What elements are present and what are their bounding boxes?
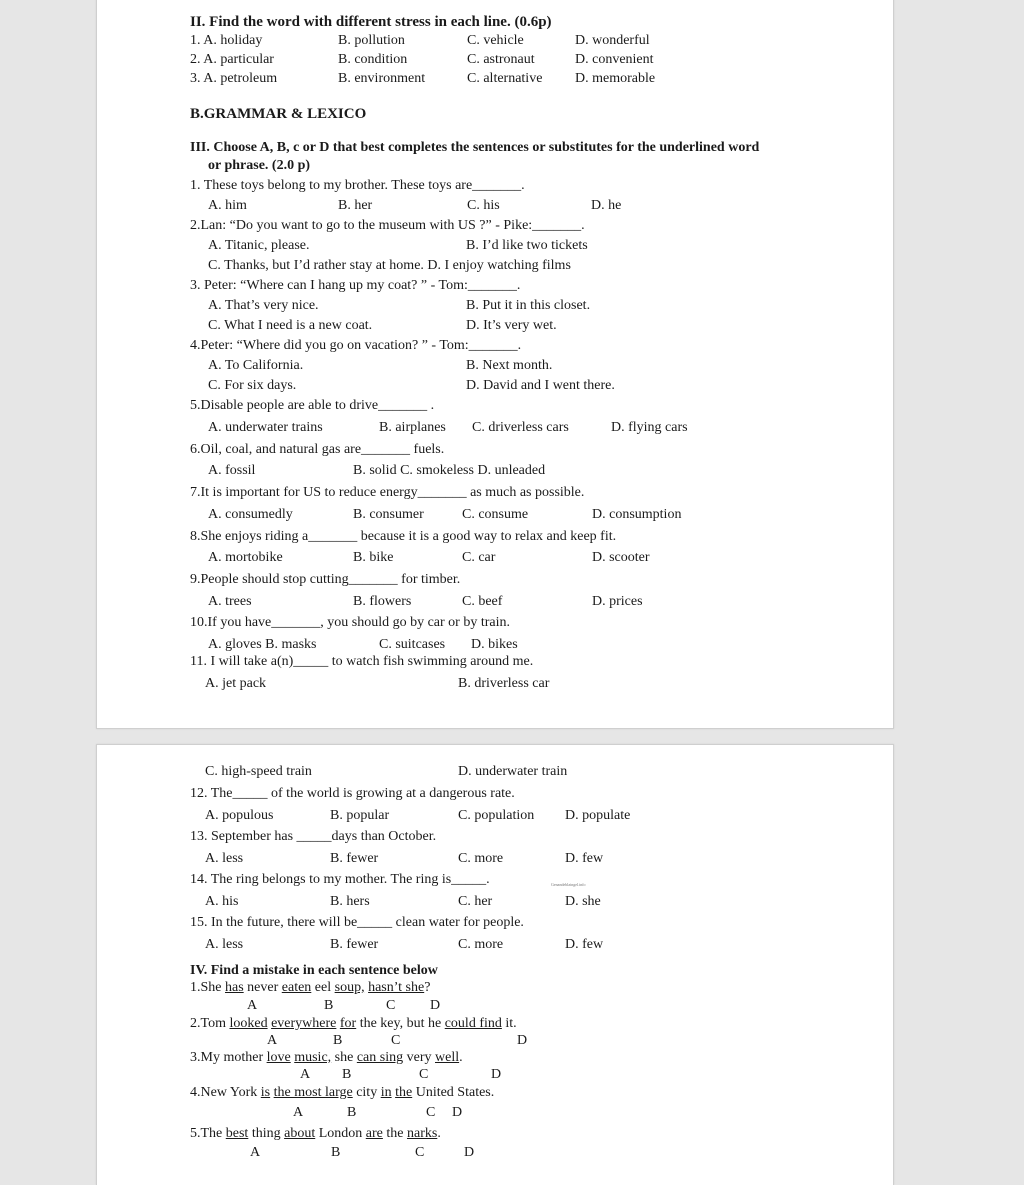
q7-stem: 7.It is important for US to reduce energy_______ as much as possible. (190, 485, 585, 500)
q14-option-d: D. she (565, 894, 601, 909)
q5-option-b: B. airplanes (379, 420, 446, 435)
q8-option-a: A. mortobike (208, 550, 283, 565)
s2-row3-d: D. memorable (575, 71, 656, 86)
s4-label-c: C (426, 1105, 436, 1120)
q6-option-bcd: B. solid C. smokeless D. unleaded (353, 463, 546, 478)
q9-option-c: C. beef (462, 594, 503, 609)
mistake-sentence-2: 2.Tom looked everywhere for the key, but he could find it. (190, 1016, 517, 1031)
section-4-title: IV. Find a mistake in each sentence below (190, 963, 438, 978)
worksheet-page-2 (96, 744, 894, 1185)
q11-stem: 11. I will take a(n)_____ to watch fish swimming around me. (190, 654, 534, 669)
q8-stem: 8.She enjoys riding a_______ because it is a good way to relax and keep fit. (190, 529, 617, 544)
s4-label-d: D (452, 1105, 463, 1120)
q12-option-c: C. population (458, 808, 535, 823)
s3-label-d: D (491, 1067, 502, 1082)
s3-label-c: C (419, 1067, 429, 1082)
s2-row2-a: 2. A. particular (190, 52, 274, 67)
q9-option-d: D. prices (592, 594, 643, 609)
q2-stem: 2.Lan: “Do you want to go to the museum with US ?” - Pike:_______. (190, 218, 585, 233)
q14-option-c: C. her (458, 894, 493, 909)
s3-label-b: B (342, 1067, 352, 1082)
q1-stem: 1. These toys belong to my brother. These toys are_______. (190, 178, 525, 193)
s1-label-c: C (386, 998, 396, 1013)
section-2-title: II. Find the word with different stress in each line. (0.6p) (190, 14, 552, 30)
q7-option-c: C. consume (462, 507, 529, 522)
q1-option-d: D. he (591, 198, 622, 213)
s2-label-a: A (267, 1033, 278, 1048)
q2-option-a: A. Titanic, please. (208, 238, 310, 253)
q15-option-c: C. more (458, 937, 504, 952)
s5-label-b: B (331, 1145, 341, 1160)
s2-row3-a: 3. A. petroleum (190, 71, 278, 86)
section-b-title: B.GRAMMAR & LEXICO (190, 106, 367, 122)
q14-stem: 14. The ring belongs to my mother. The ring is_____. (190, 872, 490, 887)
q15-stem: 15. In the future, there will be_____ clean water for people. (190, 915, 524, 930)
q13-option-b: B. fewer (330, 851, 379, 866)
q4-option-c: C. For six days. (208, 378, 297, 393)
q10-option-c: C. suitcases (379, 637, 446, 652)
q11-option-a: A. jet pack (205, 676, 267, 691)
q14-option-a: A. his (205, 894, 239, 909)
q10-option-ab: A. gloves B. masks (208, 637, 317, 652)
s3-label-a: A (300, 1067, 311, 1082)
mistake-sentence-3: 3.My mother love music, she can sing very well. (190, 1050, 463, 1065)
q9-stem: 9.People should stop cutting_______ for timber. (190, 572, 461, 587)
q4-stem: 4.Peter: “Where did you go on vacation? ” - Tom:_______. (190, 338, 522, 353)
q14-option-b: B. hers (330, 894, 370, 909)
q3-option-d: D. It’s very wet. (466, 318, 557, 333)
q10-option-d: D. bikes (471, 637, 518, 652)
s2-row1-c: C. vehicle (467, 33, 524, 48)
q7-option-d: D. consumption (592, 507, 682, 522)
q15-option-a: A. less (205, 937, 244, 952)
q2-option-b: B. I’d like two tickets (466, 238, 588, 253)
q7-option-b: B. consumer (353, 507, 424, 522)
q6-option-a: A. fossil (208, 463, 256, 478)
watermark-text: Genandeblaingel.info (551, 882, 586, 887)
q12-option-a: A. populous (205, 808, 274, 823)
q4-option-a: A. To California. (208, 358, 304, 373)
q13-option-d: D. few (565, 851, 604, 866)
s1-label-a: A (247, 998, 258, 1013)
worksheet-page-1 (96, 0, 894, 729)
q8-option-c: C. car (462, 550, 496, 565)
q3-stem: 3. Peter: “Where can I hang up my coat? ” - Tom:_______. (190, 278, 521, 293)
q5-option-d: D. flying cars (611, 420, 688, 435)
q5-stem: 5.Disable people are able to drive_______ . (190, 398, 435, 413)
s1-label-b: B (324, 998, 334, 1013)
mistake-sentence-1: 1.She has never eaten eel soup, hasn’t she? (190, 980, 431, 995)
mistake-sentence-5: 5.The best thing about London are the narks. (190, 1126, 441, 1141)
q11-option-b: B. driverless car (458, 676, 550, 691)
s2-row2-b: B. condition (338, 52, 408, 67)
s2-label-b: B (333, 1033, 343, 1048)
q13-stem: 13. September has _____days than October. (190, 829, 437, 844)
q1-option-c: C. his (467, 198, 500, 213)
s5-label-d: D (464, 1145, 475, 1160)
q12-stem: 12. The_____ of the world is growing at a dangerous rate. (190, 786, 515, 801)
s4-label-b: B (347, 1105, 357, 1120)
q4-option-d: D. David and I went there. (466, 378, 615, 393)
s5-label-c: C (415, 1145, 425, 1160)
section-3-title-line2: or phrase. (2.0 p) (208, 158, 311, 173)
q4-option-b: B. Next month. (466, 358, 553, 373)
s2-row3-b: B. environment (338, 71, 426, 86)
s5-label-a: A (250, 1145, 261, 1160)
mistake-sentence-4: 4.New York is the most large city in the United States. (190, 1085, 495, 1100)
q5-option-a: A. underwater trains (208, 420, 323, 435)
q3-option-a: A. That’s very nice. (208, 298, 319, 313)
q15-option-d: D. few (565, 937, 604, 952)
s2-label-d: D (517, 1033, 528, 1048)
q7-option-a: A. consumedly (208, 507, 293, 522)
s2-row2-d: D. convenient (575, 52, 654, 67)
q13-option-c: C. more (458, 851, 504, 866)
q6-stem: 6.Oil, coal, and natural gas are_______ fuels. (190, 442, 445, 457)
s2-row3-c: C. alternative (467, 71, 543, 86)
q8-option-b: B. bike (353, 550, 394, 565)
q11-option-c: C. high-speed train (205, 764, 312, 779)
q2-option-cd: C. Thanks, but I’d rather stay at home. D. I enjoy watching films (208, 258, 571, 273)
s1-label-d: D (430, 998, 441, 1013)
q13-option-a: A. less (205, 851, 244, 866)
q1-option-b: B. her (338, 198, 373, 213)
s2-row1-a: 1. A. holiday (190, 33, 263, 48)
s2-row2-c: C. astronaut (467, 52, 535, 67)
q3-option-c: C. What I need is a new coat. (208, 318, 373, 333)
q8-option-d: D. scooter (592, 550, 650, 565)
s4-label-a: A (293, 1105, 304, 1120)
q1-option-a: A. him (208, 198, 247, 213)
q9-option-a: A. trees (208, 594, 252, 609)
q15-option-b: B. fewer (330, 937, 379, 952)
q12-option-d: D. populate (565, 808, 631, 823)
q9-option-b: B. flowers (353, 594, 412, 609)
s2-row1-d: D. wonderful (575, 33, 650, 48)
section-3-title-line1: III. Choose A, B, c or D that best completes the sentences or substitutes for the underlined word (190, 140, 760, 155)
q12-option-b: B. popular (330, 808, 390, 823)
s2-row1-b: B. pollution (338, 33, 405, 48)
q5-option-c: C. driverless cars (472, 420, 569, 435)
q10-stem: 10.If you have_______, you should go by car or by train. (190, 615, 510, 630)
s2-label-c: C (391, 1033, 401, 1048)
q11-option-d: D. underwater train (458, 764, 568, 779)
q3-option-b: B. Put it in this closet. (466, 298, 591, 313)
